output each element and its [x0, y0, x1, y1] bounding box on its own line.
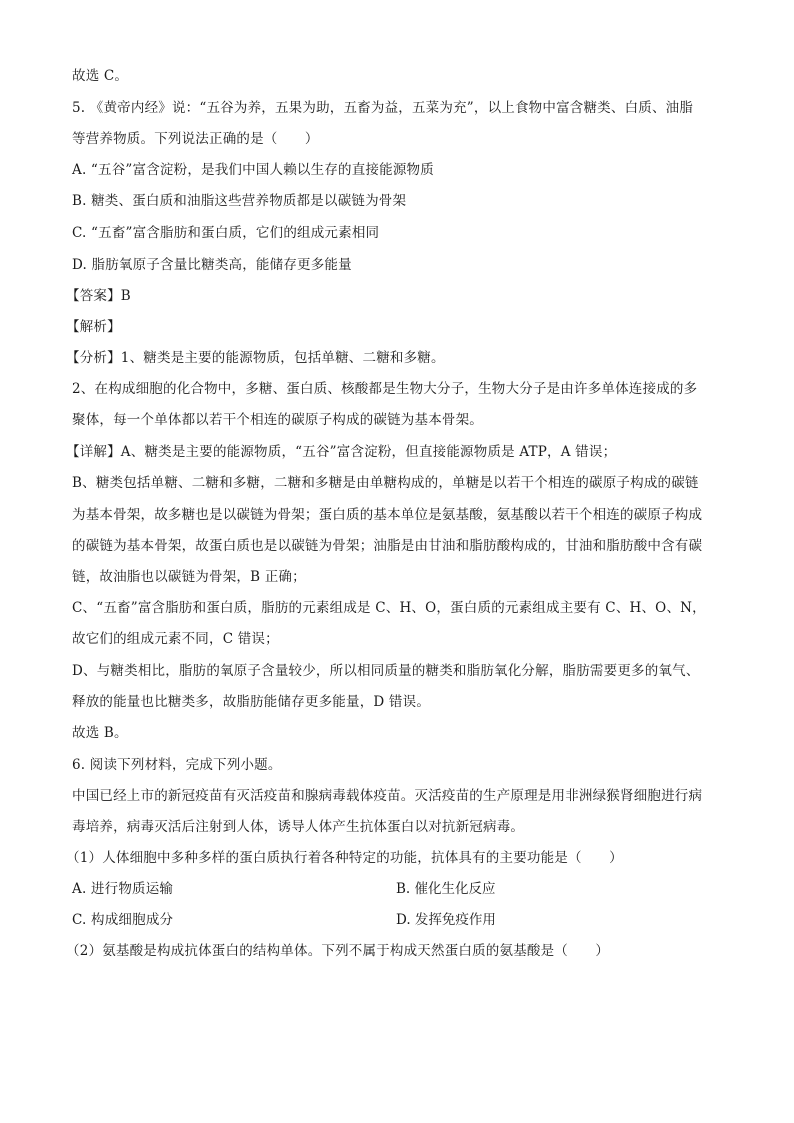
sub1-option-c: C. 构成细胞成分 — [72, 912, 174, 928]
sub-question-2: （2）氨基酸是构成抗体蛋白的结构单体。下列不属于构成天然蛋白质的氨基酸是（ ） — [66, 943, 610, 959]
text-line: 故选 C。 — [72, 68, 129, 84]
sub1-option-b: B. 催化生化反应 — [396, 881, 496, 897]
answer-label: 【答案】B — [66, 288, 131, 304]
detail-line: C、“五畜”富含脂肪和蛋白质，脂肪的元素组成是 C、H、O，蛋白质的元素组成主要有 C、H、O、N， — [72, 600, 706, 616]
option-c: C. “五畜”富含脂肪和蛋白质，它们的组成元素相同 — [72, 225, 380, 241]
detail-line: 的碳链为基本骨架，故蛋白质也是以碳链为骨架；油脂是由甘油和脂肪酸构成的，甘油和脂肪酸中含有碳 — [72, 538, 703, 554]
detail-line: 故它们的组成元素不同，C 错误； — [72, 631, 279, 647]
analysis-line: 2、在构成细胞的化合物中，多糖、蛋白质、核酸都是生物大分子，生物大分子是由许多单体连接成的多 — [72, 381, 698, 397]
conclusion-line: 故选 B。 — [72, 725, 128, 741]
option-b: B. 糖类、蛋白质和油脂这些营养物质都是以碳链为骨架 — [72, 193, 407, 209]
analysis-line: 【分析】1、糖类是主要的能源物质，包括单糖、二糖和多糖。 — [66, 350, 445, 366]
sub-question-1: （1）人体细胞中多种多样的蛋白质执行着各种特定的功能，抗体具有的主要功能是（ ） — [66, 850, 623, 866]
sub1-option-a: A. 进行物质运输 — [72, 881, 174, 897]
detail-line: 【详解】A、糖类是主要的能源物质，“五谷”富含淀粉，但直接能源物质是 ATP，A 错误； — [66, 444, 617, 460]
detail-line: D、与糖类相比，脂肪的氧原子含量较少，所以相同质量的糖类和脂肪氧化分解，脂肪需要更多的氧气、 — [72, 663, 700, 679]
detail-line: B、糖类包括单糖、二糖和多糖，二糖和多糖是由单糖构成的，单糖是以若干个相连的碳原子构成的碳链 — [72, 475, 699, 491]
material-line: 毒培养，病毒灭活后注射到人体，诱导人体产生抗体蛋白以对抗新冠病毒。 — [72, 819, 525, 835]
detail-line: 为基本骨架，故多糖也是以碳链为骨架；蛋白质的基本单位是氨基酸，氨基酸以若干个相连的碳原子构成 — [72, 507, 703, 523]
sub1-option-d: D. 发挥免疫作用 — [396, 912, 496, 928]
analysis-label: 【解析】 — [66, 319, 121, 335]
detail-line: 释放的能量也比糖类多，故脂肪能储存更多能量，D 错误。 — [72, 694, 431, 710]
question-5-stem-cont: 等营养物质。下列说法正确的是（ ） — [72, 131, 319, 147]
option-d: D. 脂肪氧原子含量比糖类高，能储存更多能量 — [72, 257, 352, 273]
question-5-stem: 5. 《黄帝内经》说：“五谷为养，五果为助，五畜为益，五菜为充”，以上食物中富含糖类、白质、油脂 — [72, 100, 694, 116]
detail-line: 链，故油脂也以碳链为骨架，B 正确； — [72, 569, 306, 585]
option-a: A. “五谷”富含淀粉，是我们中国人赖以生存的直接能源物质 — [72, 162, 434, 178]
analysis-line: 聚体，每一个单体都以若干个相连的碳原子构成的碳链为基本骨架。 — [72, 412, 483, 428]
material-line: 中国已经上市的新冠疫苗有灭活疫苗和腺病毒载体疫苗。灭活疫苗的生产原理是用非洲绿猴肾细胞进行病 — [72, 788, 703, 804]
question-6-stem: 6. 阅读下列材料，完成下列小题。 — [72, 757, 282, 773]
